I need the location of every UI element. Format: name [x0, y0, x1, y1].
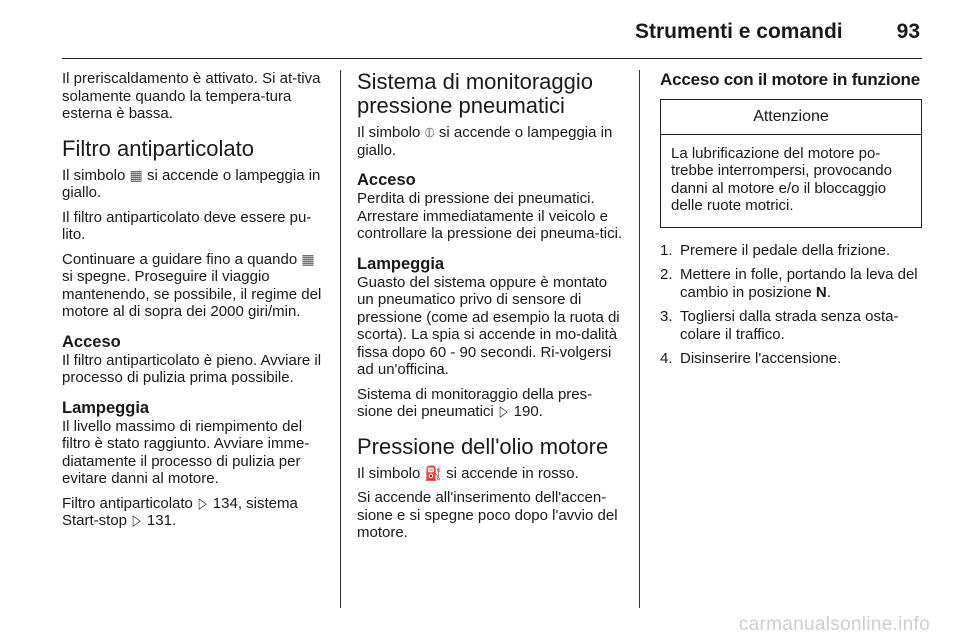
- list-item: 2. Mettere in folle, portando la leva del cambio in posizione N.: [660, 266, 918, 301]
- list-item: 4. Disinserire l'accensione.: [660, 350, 842, 367]
- column-divider: [340, 70, 341, 608]
- cross-reference: Filtro antiparticolato ▷ 134, sistema Start-stop ▷ 131.: [62, 494, 298, 529]
- warning-text: La lubrificazione del motore po-trebbe interrompersi, provocando danni al motore e/o il bloccaggio delle ruote motrici.: [671, 144, 892, 214]
- section-title-tpms: Sistema di monitoraggio pressione pneumatici: [357, 69, 594, 118]
- subheading-lampeggia: Lampeggia: [62, 398, 150, 417]
- cross-reference-arrow-icon[interactable]: ▷: [499, 403, 508, 420]
- header-title: Strumenti e comandi: [634, 20, 843, 43]
- list-item: 1. Premere il pedale della frizione.: [660, 241, 891, 259]
- header-rule: [62, 58, 922, 59]
- column-2: [357, 70, 625, 549]
- tire-pressure-icon: ⦶: [424, 124, 435, 140]
- cross-reference: Sistema di monitoraggio della pres-sione dei pneumatici ▷ 190.: [357, 385, 593, 420]
- page-number: 93: [896, 20, 920, 43]
- oil-text: Si accende all'inserimento dell'accen-sione e si spegne poco dopo l'avvio del motore.: [357, 489, 618, 541]
- acceso-text: Perdita di pressione dei pneumatici. Arrestare immediatamente il veicolo e controllare la pressione dei pneuma-tici.: [357, 190, 623, 242]
- lampeggia-text: Guasto del sistema oppure è montato un pneumatico privo di sensore di pressione (come ad esempio la ruota di scorta). La spia si accende in mo-dalità fissa dopo 60 - 90 secondi. Ri-volgersi ad un'officina.: [357, 273, 620, 378]
- cross-reference-arrow-icon[interactable]: ▷: [198, 494, 207, 512]
- dpf-filter-icon: ▦: [301, 250, 315, 267]
- warning-box: [660, 99, 922, 228]
- warning-heading: Attenzione: [661, 100, 921, 135]
- column-1: [62, 70, 324, 537]
- tpms-symbol-text: Il simbolo ⦶ si accende o lampeggia in giallo.: [357, 124, 613, 159]
- list-item: 3. Togliersi dalla strada senza osta-colare il traffico.: [660, 308, 899, 343]
- lampeggia-text: Il livello massimo di riempimento del filtro è stato raggiunto. Avviare imme-diatamente il processo di pulizia per evitare danni al motore.: [62, 417, 310, 487]
- watermark: carmanualsonline.info: [738, 614, 930, 635]
- oil-can-icon: ⛽: [424, 464, 442, 481]
- dpf-symbol-text: Il simbolo ▦ si accende o lampeggia in giallo.: [62, 166, 321, 201]
- intro-text: Il preriscaldamento è attivato. Si at-tiva solamente quando la tempera-tura esterna è bassa.: [62, 70, 321, 122]
- cross-reference-arrow-icon[interactable]: ▷: [132, 512, 142, 529]
- page-header: [635, 16, 920, 48]
- dpf-filter-icon: ▦: [129, 166, 143, 183]
- section-title-oil: Pressione dell'olio motore: [357, 433, 609, 459]
- acceso-text: Il filtro antiparticolato è pieno. Avviare il processo di pulizia prima possibile.: [62, 351, 322, 386]
- subheading-lampeggia: Lampeggia: [357, 254, 445, 273]
- section-title-running: Acceso con il motore in funzione: [660, 70, 920, 89]
- oil-symbol-text: Il simbolo ⛽ si accende in rosso.: [357, 464, 579, 482]
- dpf-paragraph: Continuare a guidare fino a quando ▦ si spegne. Proseguire il viaggio mantenendo, se possibile, il regime del motore al di sopra dei 2000 giri/min.: [62, 250, 322, 320]
- section-title-dpf: Filtro antiparticolato: [62, 135, 254, 161]
- subheading-acceso: Acceso: [357, 171, 416, 189]
- column-3: [660, 70, 922, 375]
- steps-list: [660, 242, 922, 368]
- column-divider: [639, 70, 640, 608]
- subheading-acceso: Acceso: [62, 332, 121, 351]
- dpf-paragraph: Il filtro antiparticolato deve essere pu-lito.: [62, 208, 312, 243]
